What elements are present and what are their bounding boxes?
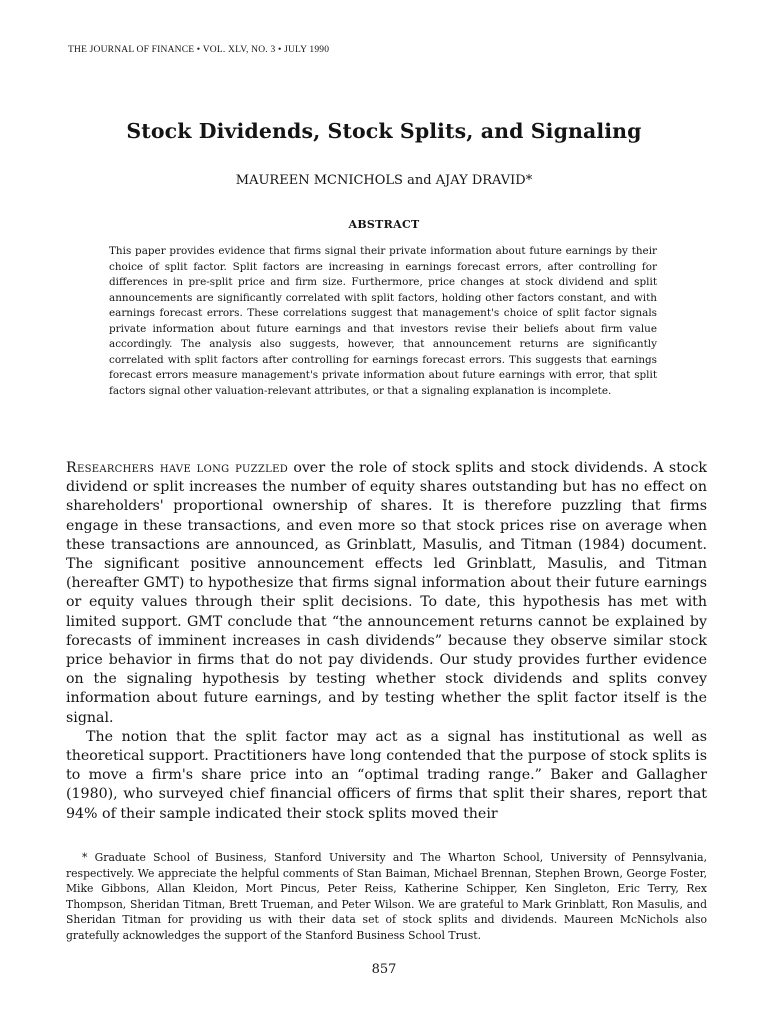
paragraph-1-text: over the role of stock splits and stock dividends. A stock dividend or split increases the number of equity shares outstanding but has no effect on shareholders' proportional ownership of shares. It is therefore puzzling that firms engage in these transactions, and even more so that stock prices rise on average when these transactions are announced, as Grinblatt, Masulis, and Titman (1984) document. The significant positive announcement effects led Grinblatt, Masulis, and Titman (hereafter GMT) to hypothesize that firms signal information about their future earnings or equity values through their split decisions. To date, this hypothesis has met with limited support. GMT conclude that “the announcement returns cannot be explained by forecasts of imminent increases in cash dividends” because they observe similar stock price behavior in firms that do not pay dividends. Our study provides further evidence on the signaling hypothesis by testing whether stock dividends and splits convey information about future earnings, and by testing whether the split factor itself is the signal. (66, 460, 707, 726)
abstract-heading: ABSTRACT (348, 218, 420, 231)
paragraph-2-text: The notion that the split factor may act as a signal has institutional as well as theoretical support. Practitioners have long contended that the purpose of stock splits is to move a firm's share price into an “optimal trading range.” Baker and Gallagher (1980), who surveyed chief financial officers of firms that split their shares, report that 94% of their sample indicated their stock splits moved their (66, 728, 707, 822)
page-number: 857 (371, 962, 397, 977)
abstract-text: This paper provides evidence that firms signal their private information about future earnings by their choice of split factor. Split factors are increasing in earnings forecast errors, after controlling for differences in pre-split price and firm size. Furthermore, price changes at stock dividend and split announcements are significantly correlated with split factors, holding other factors constant, and with earnings forecast errors. These correlations suggest that management's choice of split factor signals private information about future earnings and that investors revise their beliefs about firm value accordingly. The analysis also suggests, however, that announcement returns are significantly correlated with split factors after controlling for earnings forecast errors. This suggests that earnings forecast errors measure management's private information about future earnings with error, that split factors signal other valuation-relevant attributes, or that a signaling explanation is incomplete. (109, 245, 657, 397)
footnote (66, 850, 707, 944)
footnote-text: * Graduate School of Business, Stanford University and The Wharton School, University of Pennsylvania, respectively. We appreciate the helpful comments of Stan Baiman, Michael Brennan, Stephen Brown, George Foster, Mike Gibbons, Allan Kleidon, Mort Pincus, Peter Reiss, Katherine Schipper, Ken Singleton, Eric Terry, Rex Thompson, Sheridan Titman, Brett Trueman, and Peter Wilson. We are grateful to Mark Grinblatt, Ron Masulis, and Sheridan Titman for providing us with their data set of stock splits and dividends. Maureen McNichols also gratefully acknowledges the support of the Stanford Business School Trust. (66, 851, 707, 942)
running-head: THE JOURNAL OF FINANCE • VOL. XLV, NO. 3 • JULY 1990 (68, 45, 330, 55)
body-paragraph (66, 459, 707, 728)
article-title: Stock Dividends, Stock Splits, and Signaling (126, 119, 642, 143)
lead-in-phrase: Researchers have long puzzled (66, 460, 289, 476)
body-text (66, 459, 707, 824)
author-line: MAUREEN MCNICHOLS and AJAY DRAVID* (235, 173, 533, 188)
